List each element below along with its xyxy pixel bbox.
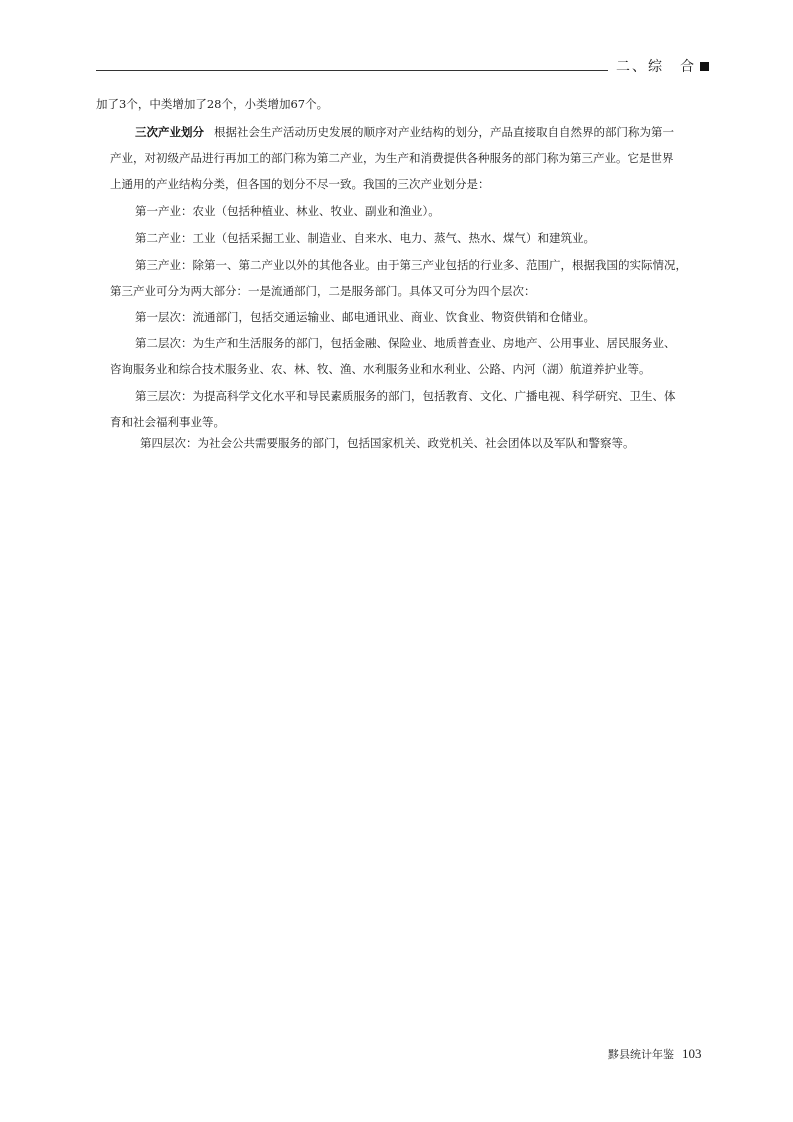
- section-title: 二、综 合: [616, 59, 696, 75]
- text-line: 第一层次：流通部门，包括交通运输业、邮电通讯业、商业、饮食业、物资供销和仓储业。: [135, 310, 595, 324]
- text-line: 咨询服务业和综合技术服务业、农、林、牧、渔、水利服务业和水利业、公路、内河（湖）航道养护业等。: [110, 362, 651, 376]
- text-line: 第一产业：农业（包括种植业、林业、牧业、副业和渔业）。: [135, 204, 440, 218]
- text-line: 第三产业可分为两大部分：一是流通部门，二是服务部门。具体又可分为四个层次：: [110, 284, 536, 298]
- header-rule: [96, 70, 608, 71]
- black-square-icon: [700, 62, 709, 71]
- text-line: 加了3个，中类增加了28个，小类增加67个。: [96, 97, 329, 111]
- text-line: 第二产业：工业（包括采掘工业、制造业、自来水、电力、蒸气、热水、煤气）和建筑业。: [135, 231, 595, 245]
- term-heading: 三次产业划分: [135, 125, 204, 139]
- text-line: 产业，对初级产品进行再加工的部门称为第二产业，为生产和消费提供各种服务的部门称为第三产业。它是世界: [110, 151, 674, 165]
- text-line: 第三层次：为提高科学文化水平和导民素质服务的部门，包括教育、文化、广播电视、科学研究、卫生、体: [135, 389, 676, 403]
- text-run: 根据社会生产活动历史发展的顺序对产业结构的划分，产品直接取自自然界的部门称为第一: [214, 125, 674, 139]
- text-line: 育和社会福利事业等。: [110, 415, 225, 429]
- text-line: 第四层次：为社会公共需要服务的部门，包括国家机关、政党机关、社会团体以及军队和警察等。: [140, 436, 635, 450]
- text-line: 第二层次：为生产和生活服务的部门，包括金融、保险业、地质普查业、房地产、公用事业、居民服务业、: [135, 336, 676, 350]
- text-line: 第三产业：除第一、第二产业以外的其他各业。由于第三产业包括的行业多、范围广，根据我国的实际情况，: [135, 258, 687, 272]
- text-line: [135, 125, 674, 139]
- running-header: [616, 59, 709, 75]
- text-line: 上通用的产业结构分类，但各国的划分不尽一致。我国的三次产业划分是：: [110, 177, 490, 191]
- page-number: 103: [682, 1046, 702, 1061]
- book-title: 黟县统计年鉴: [608, 1048, 674, 1061]
